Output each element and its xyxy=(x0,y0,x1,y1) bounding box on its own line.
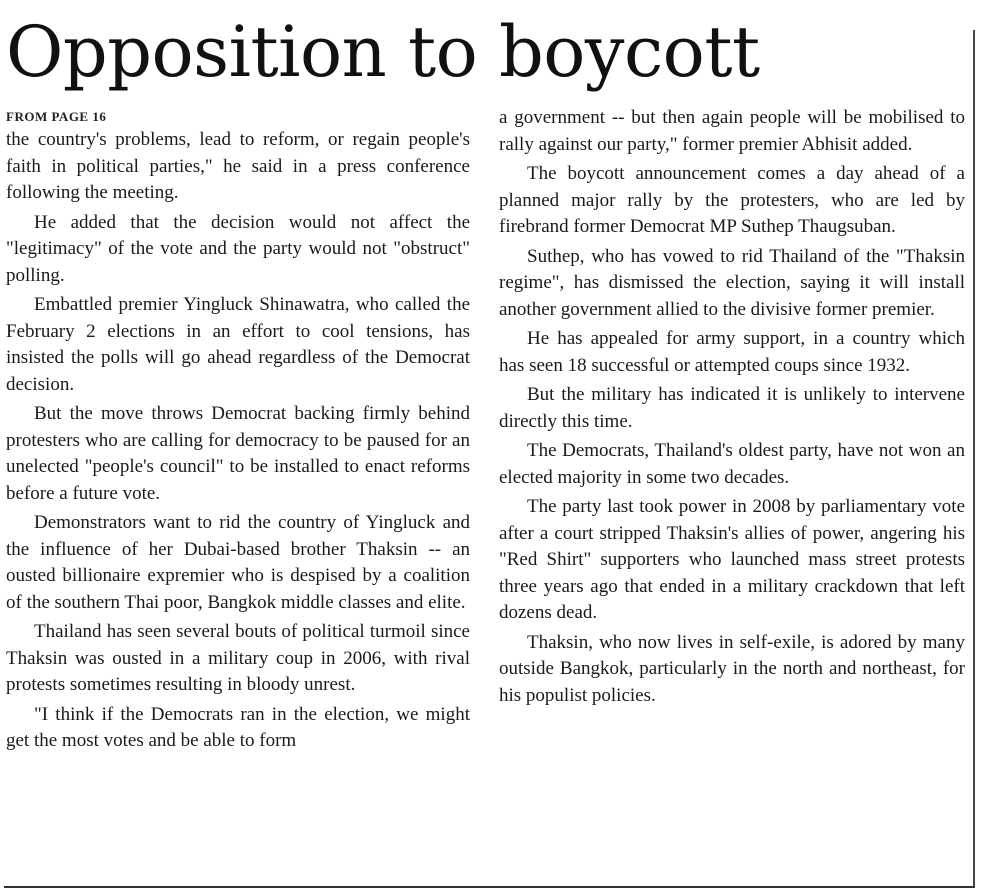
paragraph: Suthep, who has vowed to rid Thailand of the "Thaksin regime", has dismissed the election, saying it will install another government allied to the divisive former premier. xyxy=(499,245,965,320)
paragraph: the country's problems, lead to reform, or regain people's faith in political parties," he said in a press conference following the meeting. xyxy=(6,129,470,203)
paragraph: The Democrats, Thailand's oldest party, have not won an elected majority in some two decades. xyxy=(499,440,965,488)
paragraph: Thaksin, who now lives in self-exile, is adored by many outside Bangkok, particularly in the north and northeast, for his populist policies. xyxy=(499,631,965,706)
jump-line: FROM PAGE 16 xyxy=(6,109,107,124)
paragraph: The party last took power in 2008 by parliamentary vote after a court stripped Thaksin's allies of power, angering his "Red Shirt" supporters who launched mass street protests three years ago that ended in a military crackdown that left dozens dead. xyxy=(499,496,965,623)
paragraph: Embattled premier Yingluck Shinawatra, who called the February 2 elections in an effort to cool tensions, has insisted the polls will go ahead regardless of the Democrat decision. xyxy=(6,294,470,395)
paragraph: The boycott announcement comes a day ahead of a planned major rally by the protesters, who are led by firebrand former Democrat MP Suthep Thaugsuban. xyxy=(499,163,965,237)
column-rule-right xyxy=(973,30,975,888)
bottom-rule xyxy=(4,886,974,888)
paragraph: Thailand has seen several bouts of political turmoil since Thaksin was ousted in a military coup in 2006, with rival protests sometimes resulting in bloody unrest. xyxy=(6,621,470,695)
paragraph: He added that the decision would not affect the "legitimacy" of the vote and the party would not "obstruct" polling. xyxy=(6,211,470,286)
paragraph: He has appealed for army support, in a country which has seen 18 successful or attempted coups since 1932. xyxy=(499,328,965,376)
paragraph: Demonstrators want to rid the country of Yingluck and the influence of her Dubai-based brother Thaksin -- an ousted billionaire expremier who is despised by a coalition of the southern Thai poor, Bangkok middle classes and elite. xyxy=(6,512,470,613)
paragraph: "I think if the Democrats ran in the election, we might get the most votes and be able to form xyxy=(6,703,470,751)
headline: Opposition to boycott xyxy=(6,11,760,93)
paragraph: a government -- but then again people will be mobilised to rally against our party," former premier Abhisit added. xyxy=(499,107,965,155)
article-column-left xyxy=(6,108,470,758)
paragraph: But the move throws Democrat backing firmly behind protesters who are calling for democracy to be paused for an unelected "people's council" to be installed to enact reforms before a future vote. xyxy=(6,403,470,504)
paragraph: But the military has indicated it is unlikely to intervene directly this time. xyxy=(499,384,965,432)
article-column-right xyxy=(499,105,965,712)
